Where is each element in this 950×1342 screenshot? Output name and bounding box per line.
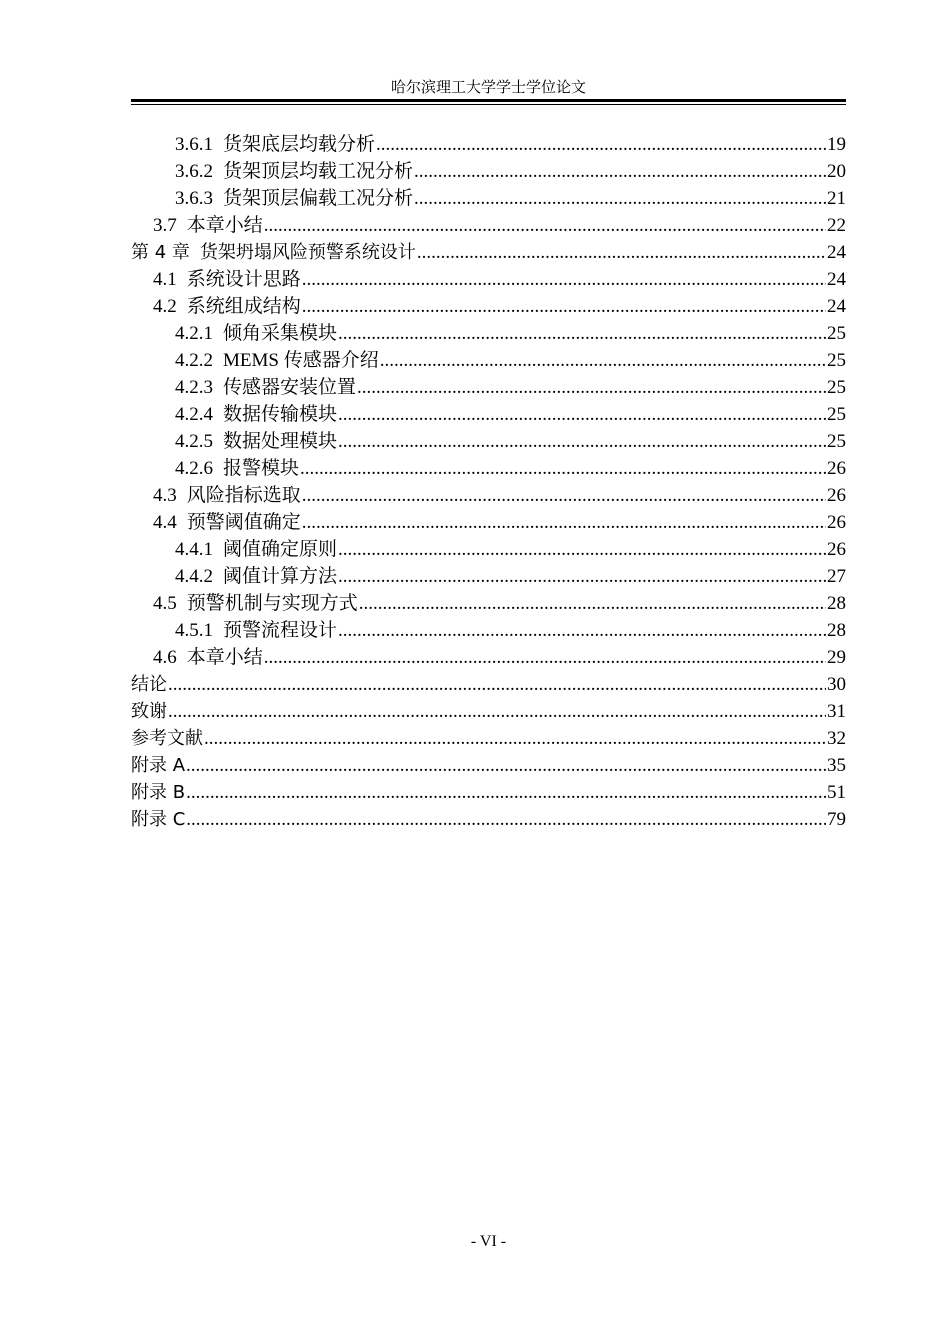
toc-entry-number: 4.4.1 xyxy=(175,539,213,560)
header-rule-thin xyxy=(131,104,846,105)
toc-entry[interactable] xyxy=(131,320,846,347)
toc-dot-leader xyxy=(264,212,826,239)
toc-entry-title: 数据处理模块 xyxy=(223,431,338,452)
toc-dot-leader xyxy=(264,644,826,671)
toc-entry-label xyxy=(175,131,375,158)
toc-entry-page: 21 xyxy=(827,188,846,209)
toc-entry-page: 25 xyxy=(827,350,846,371)
toc-entry-page: 29 xyxy=(827,647,846,668)
toc-entry-label xyxy=(153,293,301,320)
toc-entry[interactable] xyxy=(131,590,846,617)
toc-entry-page: 28 xyxy=(827,620,846,641)
toc-entry-number: 4.5 xyxy=(153,593,177,614)
toc-dot-leader xyxy=(168,671,826,698)
toc-entry-page: 51 xyxy=(827,782,846,803)
toc-dot-leader xyxy=(417,239,826,266)
toc-entry-label xyxy=(175,347,379,374)
toc-entry-label xyxy=(131,806,185,833)
toc-dot-leader xyxy=(302,509,826,536)
toc-entry-number: 4.2.6 xyxy=(175,458,213,479)
toc-dot-leader xyxy=(302,266,826,293)
toc-dot-leader xyxy=(168,698,826,725)
toc-entry[interactable] xyxy=(131,347,846,374)
toc-entry-title: 系统组成结构 xyxy=(186,296,301,317)
toc-dot-leader xyxy=(359,590,826,617)
toc-dot-leader xyxy=(186,752,826,779)
toc-entry-title: 本章小结 xyxy=(186,215,263,236)
header-rule-thick xyxy=(131,99,846,102)
toc-entry-title: 附录 A xyxy=(131,755,186,776)
toc-entry-number: 4.5.1 xyxy=(175,620,213,641)
toc-entry-page: 79 xyxy=(827,809,846,830)
toc-dot-leader xyxy=(300,455,826,482)
toc-entry-page: 30 xyxy=(827,674,846,695)
running-header: 哈尔滨理工大学学士学位论文 xyxy=(390,80,586,96)
toc-entry-page: 25 xyxy=(827,377,846,398)
toc-entry-title: 本章小结 xyxy=(186,647,263,668)
toc-entry-title: 预警机制与实现方式 xyxy=(186,593,358,614)
toc-entry-label xyxy=(131,239,416,266)
toc-entry-number: 4.2.2 xyxy=(175,350,213,371)
toc-entry-number: 4.4.2 xyxy=(175,566,213,587)
toc-entry-page: 28 xyxy=(827,593,846,614)
toc-entry-label xyxy=(175,320,337,347)
toc-entry-title: 数据传输模块 xyxy=(223,404,338,425)
toc-entry-number: 4.2.3 xyxy=(175,377,213,398)
toc-dot-leader xyxy=(302,293,826,320)
toc-entry-title: 货架坍塌风险预警系统设计 xyxy=(199,242,416,263)
toc-dot-leader xyxy=(186,779,826,806)
toc-entry[interactable] xyxy=(131,428,846,455)
toc-entry-page: 26 xyxy=(827,539,846,560)
toc-entry-label xyxy=(153,212,263,239)
toc-dot-leader xyxy=(414,185,826,212)
toc-entry-page: 24 xyxy=(827,242,846,263)
toc-entry-label xyxy=(175,563,337,590)
toc-entry[interactable] xyxy=(131,725,846,752)
toc-dot-leader xyxy=(204,725,826,752)
toc-entry[interactable] xyxy=(131,401,846,428)
toc-dot-leader xyxy=(186,806,826,833)
toc-entry-number: 4.4 xyxy=(153,512,177,533)
toc-dot-leader xyxy=(338,617,826,644)
toc-dot-leader xyxy=(357,374,826,401)
toc-entry-label xyxy=(153,509,301,536)
toc-entry-title: 预警流程设计 xyxy=(223,620,338,641)
toc-entry[interactable] xyxy=(131,158,846,185)
toc-entry-page: 24 xyxy=(827,296,846,317)
toc-entry[interactable] xyxy=(131,266,846,293)
toc-entry-page: 24 xyxy=(827,269,846,290)
toc-entry-title: 货架底层均载分析 xyxy=(223,134,376,155)
toc-entry-page: 25 xyxy=(827,323,846,344)
toc-entry-title: MEMS 传感器介绍 xyxy=(223,350,379,371)
toc-entry-page: 20 xyxy=(827,161,846,182)
toc-entry-label xyxy=(153,266,301,293)
toc-entry-label xyxy=(175,455,299,482)
toc-entry[interactable] xyxy=(131,806,846,833)
toc-entry-number: 4.2 xyxy=(153,296,177,317)
toc-entry-page: 27 xyxy=(827,566,846,587)
toc-entry-page: 25 xyxy=(827,404,846,425)
toc-entry-page: 22 xyxy=(827,215,846,236)
table-of-contents xyxy=(131,131,846,833)
toc-entry-page: 26 xyxy=(827,458,846,479)
toc-entry[interactable] xyxy=(131,293,846,320)
toc-entry-number: 4.1 xyxy=(153,269,177,290)
toc-entry-label xyxy=(175,401,337,428)
toc-entry-title: 货架顶层偏载工况分析 xyxy=(223,188,414,209)
toc-entry-page: 19 xyxy=(827,134,846,155)
toc-entry[interactable] xyxy=(131,239,846,266)
toc-entry-title: 结论 xyxy=(131,674,167,695)
toc-entry-number: 3.7 xyxy=(153,215,177,236)
toc-entry-title: 附录 C xyxy=(131,809,186,830)
toc-dot-leader xyxy=(376,131,826,158)
toc-entry-label xyxy=(131,671,167,698)
toc-entry-label xyxy=(153,590,358,617)
toc-entry[interactable] xyxy=(131,455,846,482)
toc-entry-number: 4.6 xyxy=(153,647,177,668)
toc-entry-number: 4.2.4 xyxy=(175,404,213,425)
toc-entry[interactable] xyxy=(131,131,846,158)
toc-entry-number: 4.2.1 xyxy=(175,323,213,344)
toc-entry-page: 31 xyxy=(827,701,846,722)
toc-dot-leader xyxy=(302,482,826,509)
toc-entry-label xyxy=(131,725,203,752)
toc-entry-label xyxy=(153,482,301,509)
toc-entry[interactable] xyxy=(131,212,846,239)
toc-entry[interactable] xyxy=(131,698,846,725)
toc-dot-leader xyxy=(338,563,826,590)
toc-dot-leader xyxy=(414,158,826,185)
toc-entry-title: 风险指标选取 xyxy=(186,485,301,506)
toc-entry[interactable] xyxy=(131,563,846,590)
toc-entry-title: 货架顶层均载工况分析 xyxy=(223,161,414,182)
toc-dot-leader xyxy=(338,536,826,563)
toc-entry-label xyxy=(175,428,337,455)
toc-entry-page: 26 xyxy=(827,485,846,506)
toc-entry-title: 参考文献 xyxy=(131,728,203,749)
toc-entry-number: 第 4 章 xyxy=(131,242,190,263)
toc-entry-label xyxy=(175,374,356,401)
toc-entry[interactable] xyxy=(131,779,846,806)
toc-entry[interactable] xyxy=(131,671,846,698)
toc-entry-label xyxy=(175,536,337,563)
toc-entry-label xyxy=(131,698,167,725)
toc-entry-number: 3.6.1 xyxy=(175,134,213,155)
toc-dot-leader xyxy=(338,320,826,347)
toc-entry-page: 26 xyxy=(827,512,846,533)
toc-entry-title: 致谢 xyxy=(131,701,167,722)
toc-entry-title: 阈值确定原则 xyxy=(223,539,338,560)
toc-entry-title: 报警模块 xyxy=(223,458,300,479)
toc-entry-title: 倾角采集模块 xyxy=(223,323,338,344)
toc-entry-label xyxy=(153,644,263,671)
toc-entry-page: 32 xyxy=(827,728,846,749)
toc-entry[interactable] xyxy=(131,482,846,509)
toc-entry[interactable] xyxy=(131,617,846,644)
toc-entry-page: 35 xyxy=(827,755,846,776)
toc-dot-leader xyxy=(338,401,826,428)
toc-entry[interactable] xyxy=(131,644,846,671)
toc-entry-number: 3.6.3 xyxy=(175,188,213,209)
toc-entry-label xyxy=(175,158,413,185)
toc-entry-title: 阈值计算方法 xyxy=(223,566,338,587)
toc-entry-number: 4.3 xyxy=(153,485,177,506)
toc-entry-title: 传感器安装位置 xyxy=(223,377,357,398)
toc-entry-number: 4.2.5 xyxy=(175,431,213,452)
toc-entry-title: 系统设计思路 xyxy=(186,269,301,290)
toc-entry[interactable] xyxy=(131,509,846,536)
toc-entry-title: 附录 B xyxy=(131,782,186,803)
toc-entry-page: 25 xyxy=(827,431,846,452)
toc-entry[interactable] xyxy=(131,536,846,563)
toc-entry[interactable] xyxy=(131,185,846,212)
toc-entry-label xyxy=(175,617,337,644)
toc-entry-label xyxy=(131,779,185,806)
toc-entry-label xyxy=(175,185,413,212)
toc-entry-label xyxy=(131,752,185,779)
toc-entry-number: 3.6.2 xyxy=(175,161,213,182)
toc-entry-title: 预警阈值确定 xyxy=(186,512,301,533)
toc-entry[interactable] xyxy=(131,374,846,401)
toc-dot-leader xyxy=(338,428,826,455)
toc-entry[interactable] xyxy=(131,752,846,779)
page-number: - VI - xyxy=(470,1233,507,1250)
toc-dot-leader xyxy=(380,347,826,374)
